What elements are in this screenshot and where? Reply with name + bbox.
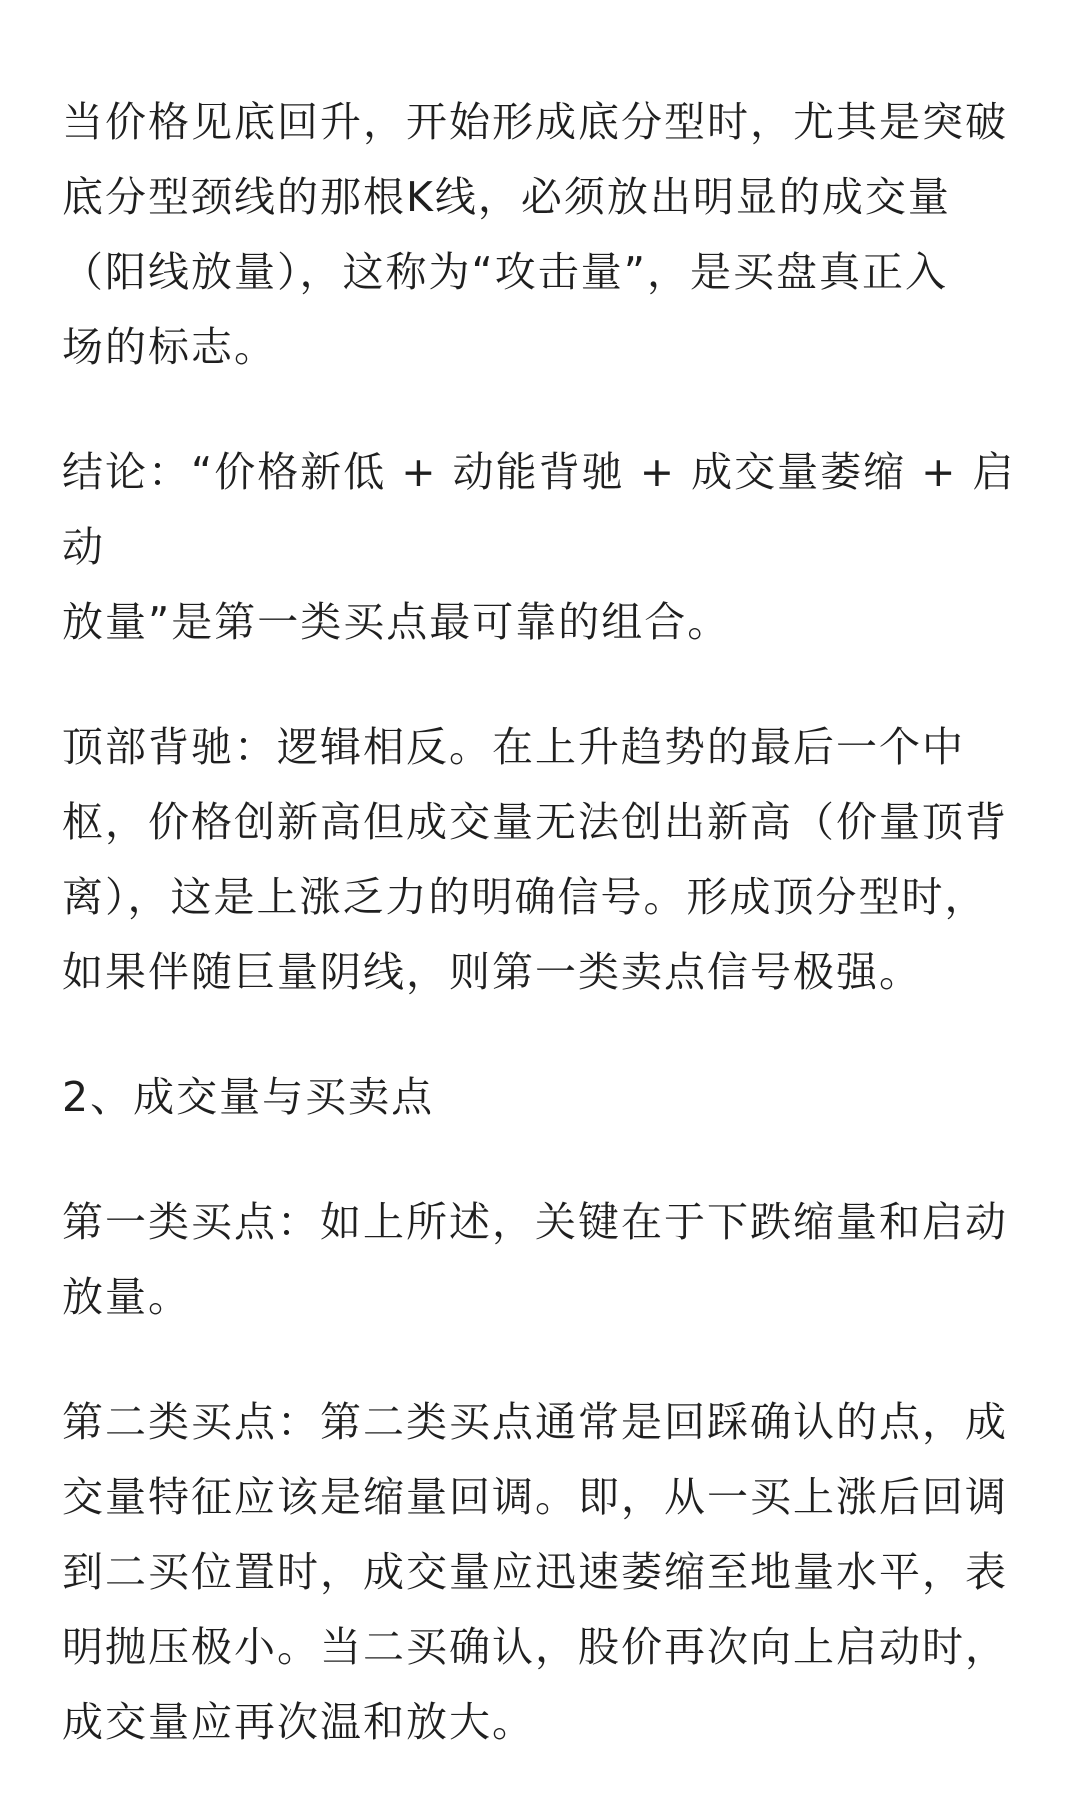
- text-line: 放量”是第一类买点最可靠的组合。: [62, 598, 731, 646]
- text-line: 交量特征应该是缩量回调。即，从一买上涨后回调: [62, 1473, 1008, 1521]
- text-line: 枢，价格创新高但成交量无法创出新高（价量顶背: [62, 798, 1008, 846]
- text-line: 结论：“价格新低 + 动能背驰 + 成交量萎缩 + 启动: [62, 448, 1016, 571]
- text-line: 顶部背驰：逻辑相反。在上升趋势的最后一个中: [62, 723, 965, 771]
- paragraph-second-buy-point: [62, 1385, 1022, 1760]
- section-heading: [62, 1060, 1022, 1135]
- text-line: （阳线放量），这称为“攻击量”，是买盘真正入: [62, 248, 948, 296]
- paragraph-conclusion: [62, 435, 1022, 660]
- text-line: 底分型颈线的那根K线，必须放出明显的成交量: [62, 173, 951, 221]
- text-line: 成交量应再次温和放大。: [62, 1698, 535, 1746]
- text-line: 场的标志。: [62, 323, 277, 371]
- article-body: [62, 85, 1022, 1760]
- text-line: 当价格见底回升，开始形成底分型时，尤其是突破: [62, 98, 1008, 146]
- paragraph-top-divergence: [62, 710, 1022, 1010]
- text-line: 第一类买点：如上所述，关键在于下跌缩量和启动: [62, 1198, 1008, 1246]
- text-line: 到二买位置时，成交量应迅速萎缩至地量水平，表: [62, 1548, 1008, 1596]
- text-line: 放量。: [62, 1273, 191, 1321]
- text-line: 第二类买点：第二类买点通常是回踩确认的点，成: [62, 1398, 1008, 1446]
- text-line: 如果伴随巨量阴线，则第一类卖点信号极强。: [62, 948, 922, 996]
- paragraph-first-buy-point: [62, 1185, 1022, 1335]
- text-line: 2、成交量与买卖点: [62, 1073, 435, 1121]
- paragraph-bottom-fractal: [62, 85, 1022, 385]
- text-line: 离），这是上涨乏力的明确信号。形成顶分型时，: [62, 873, 988, 921]
- text-line: 明抛压极小。当二买确认，股价再次向上启动时，: [62, 1623, 1008, 1671]
